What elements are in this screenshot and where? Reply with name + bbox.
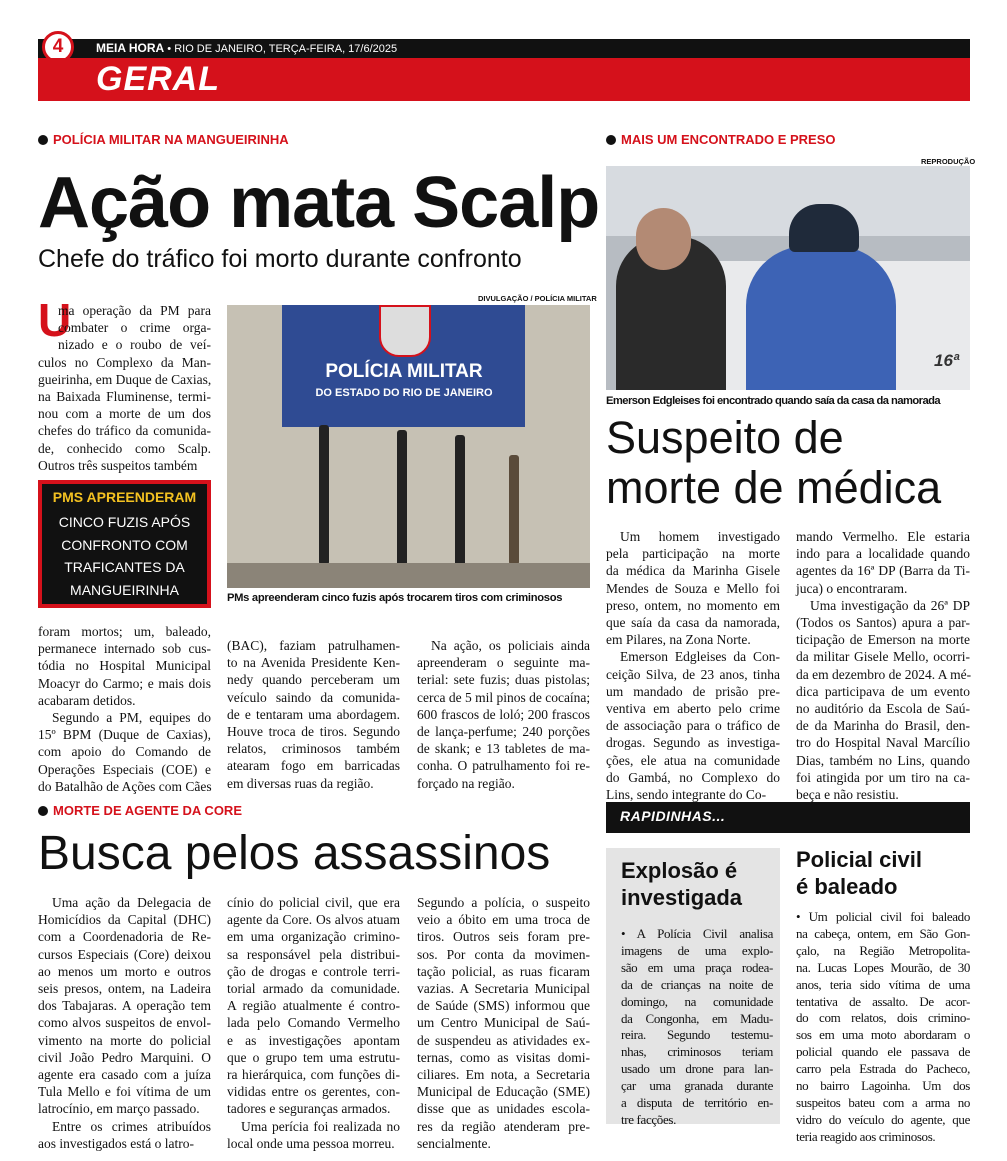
story2-photo-caption: Emerson Edgleises foi encontrado quando saía da casa da namorada: [606, 395, 941, 407]
text-line: ternas, como as visitas domi-: [417, 1049, 590, 1065]
text-line: lada pelo Comando Vermelho: [227, 1015, 400, 1031]
text-line: são em uma praça rodea-: [621, 959, 773, 975]
text-line: Entre os crimes atribuídos: [52, 1118, 211, 1134]
text-line: vazias. A Secretaria Municipal: [417, 981, 590, 997]
text-line: teria reagido aos criminosos.: [796, 1128, 936, 1144]
text-line: veículo saindo da comunida-: [227, 689, 400, 705]
text-line: Na ação, os policiais ainda: [431, 638, 590, 653]
text-line: de, conhecido como Scalp.: [38, 440, 211, 456]
photo-banner-text-1: POLÍCIA MILITAR: [325, 361, 483, 382]
text-line: acabaram detidos.: [38, 692, 136, 708]
text-line: na cabeça, ontem, em São Gon-: [796, 925, 970, 941]
story1-col1b: [38, 623, 211, 795]
text-line: torial armado da comunidade.: [227, 981, 400, 997]
text-line: dica participava de um evento: [796, 683, 970, 699]
text-line: Um homem investigado: [620, 529, 780, 544]
text-line: de da Marinha do Brasil, den-: [796, 718, 970, 734]
text-line: Houve troca de tiros. Segundo: [227, 724, 400, 740]
text-line: tódia no Hospital Municipal: [38, 658, 211, 674]
story2-headline: [606, 413, 941, 513]
text-line: ra hierárquica, com funções di-: [227, 1067, 400, 1083]
story2-kicker: [606, 132, 836, 147]
text-line: no auditório da Escola de Saú-: [796, 701, 970, 717]
section-title: GERAL: [96, 60, 220, 98]
text-line: sa responsável pela distribui-: [227, 946, 400, 962]
text-line: Lins, sendo integrante do Co-: [606, 787, 767, 803]
brief1-text: [621, 926, 773, 1129]
text-line: drogas. Segundo as investiga-: [606, 735, 780, 751]
text-line: aos investigados está o latro-: [38, 1135, 194, 1151]
text-line: Uma investigação da 26ª DP: [810, 597, 970, 613]
dropcap: U: [38, 294, 72, 346]
story2-kicker-text: MAIS UM ENCONTRADO E PRESO: [621, 132, 836, 147]
text-line: Outros três suspeitos também: [38, 457, 198, 473]
brief1-title-line-2: investigada: [621, 885, 743, 910]
text-line: gueirinha, em Duque de Caxias,: [38, 371, 212, 387]
text-line: da médica da Marinha Gisele: [606, 563, 780, 579]
text-line: tre facções.: [621, 1111, 676, 1127]
text-line: (BAC), faziam patrulhamen-: [227, 638, 400, 653]
text-line: anos, teria sido vítima de uma: [796, 976, 970, 992]
text-line: do Batalhão de Ações com Cães: [38, 778, 212, 794]
text-line: do com relatos, dois crimino-: [796, 1010, 970, 1026]
story3-col2: [227, 894, 400, 1152]
text-line: (Todos os Santos) apura a par-: [796, 615, 970, 631]
text-line: domingo, na comunidade: [621, 993, 773, 1009]
text-line: • A Polícia Civil analisa: [621, 926, 773, 941]
text-line: terial: sete fuzis; duas pistolas;: [417, 672, 590, 688]
story1-col1: [38, 302, 211, 474]
text-line: Emerson Edgleises da Con-: [620, 649, 780, 665]
text-line: sos. Por conta da movimen-: [417, 946, 590, 962]
text-line: res da região atenderam pre-: [417, 1118, 590, 1134]
text-line: de suspendeu as atividades ex-: [417, 1032, 590, 1048]
text-line: de e tentaram uma abordagem.: [227, 706, 400, 722]
text-line: usado um drone para lan-: [621, 1061, 773, 1077]
bullet-icon: [38, 806, 48, 816]
rifle-icon: [397, 430, 407, 570]
text-line: Tula Mello e foi vítima de um: [38, 1084, 211, 1100]
text-line: da militar Gisele Mello, ocorri-: [796, 649, 970, 665]
text-line: foi atingida por um tiro na ca-: [796, 769, 970, 785]
text-line: agente era casado com a juíza: [38, 1067, 211, 1083]
story1-col2: [227, 637, 400, 792]
pull-quote: [38, 480, 211, 608]
rifle-icon: [455, 435, 465, 570]
text-line: a disputa de território en-: [621, 1095, 773, 1111]
text-line: foram mortos; um, baleado,: [38, 624, 211, 639]
text-line: com a Coordenadoria de Re-: [38, 929, 211, 945]
text-line: civil João Pedro Marquini. O: [38, 1049, 211, 1065]
text-line: em diversas ruas da região.: [227, 775, 374, 791]
text-line: • Um policial civil foi baleado: [796, 909, 970, 924]
story3-col1: [38, 894, 211, 1152]
text-line: cursos Especiais (Core) deixou: [38, 946, 211, 962]
text-line: ma operação da PM para: [58, 303, 211, 318]
text-line: em Pilares, na Zona Norte.: [606, 632, 751, 648]
story2-photo-credit: REPRODUÇÃO: [921, 157, 976, 166]
text-line: Municipal de Educação (SME): [417, 1084, 590, 1100]
story1-photo: [227, 305, 590, 588]
text-line: da Congonha, em Madu-: [621, 1010, 773, 1026]
suspect-cap: [789, 204, 859, 252]
bullet-icon: [606, 135, 616, 145]
text-line: tro do Hospital Naval Marcílio: [796, 735, 970, 751]
rifle-icon: [509, 455, 519, 565]
text-line: imagens de uma explo-: [621, 942, 773, 958]
pull-quote-text: CINCO FUZIS APÓS CONFRONTO COM TRAFICANTES DA MANGUEIRINHA: [58, 514, 191, 598]
text-line: A região atualmente é contro-: [227, 998, 400, 1014]
brand-name: MEIA HORA: [96, 41, 165, 55]
text-line: atearam fogo em barricadas: [227, 758, 400, 774]
rapidinhas-label: RAPIDINHAS...: [620, 808, 726, 824]
text-line: relatos, criminosos também: [227, 741, 400, 757]
story3-kicker-text: MORTE DE AGENTE DA CORE: [53, 803, 242, 818]
text-line: preso, ontem, no momento em: [606, 597, 780, 613]
text-line: Segundo a polícia, o suspeito: [417, 895, 590, 910]
story2-photo: [606, 166, 970, 390]
text-line: nhas, criminosos teriam: [621, 1044, 773, 1060]
text-line: Homicídios da Capital (DHC): [38, 912, 211, 928]
text-line: de lança-perfume; 240 porções: [417, 724, 590, 740]
text-line: forçado na região.: [417, 775, 515, 791]
text-line: pela participação na morte: [606, 546, 780, 562]
rifle-icon: [319, 425, 329, 565]
text-line: ção de drogas e controle terri-: [227, 963, 400, 979]
text-line: de associação para o tráfico de: [606, 718, 780, 734]
text-line: ções, ele atua na comunidade: [606, 752, 780, 768]
photo-banner-text-2: DO ESTADO DO RIO DE JANEIRO: [315, 387, 493, 399]
text-line: indo para a localidade quando: [796, 546, 970, 562]
text-line: ventiva em aberto pelo crime: [606, 701, 780, 717]
brief2-title: [796, 846, 922, 900]
text-line: dos Tabajaras. A operação tem: [38, 998, 211, 1014]
text-line: cínio do policial civil, que era: [227, 895, 400, 910]
text-line: Uma perícia foi realizada no: [241, 1118, 400, 1134]
text-line: da em dezembro de 2024. A mé-: [796, 666, 972, 682]
text-line: Mendes de Souza e Mello foi: [606, 580, 780, 596]
text-line: tiros. Outros seis foram pre-: [417, 929, 590, 945]
story2-col1: [606, 528, 780, 803]
text-line: na Baixada Fluminense, termi-: [38, 389, 211, 405]
text-line: conha. O patrulhamento foi re-: [417, 758, 590, 774]
story1-subhead: Chefe do tráfico foi morto durante confronto: [38, 245, 522, 273]
text-line: da de crianças na noite de: [621, 976, 773, 992]
text-line: ciliares. Em nota, a Secretaria: [417, 1067, 590, 1083]
text-line: combater o crime orga-: [58, 320, 211, 336]
text-line: Operações Especiais (COE) e: [38, 761, 211, 777]
story1-col3: [417, 637, 590, 792]
text-line: com apoio do Comando de: [38, 744, 211, 760]
story2-headline-line-2: morte de médica: [606, 462, 942, 513]
story3-col3: [417, 894, 590, 1152]
text-line: to na Avenida Presidente Ken-: [227, 655, 400, 671]
text-line: tentativa de assalto. De acor-: [796, 993, 970, 1009]
text-line: agente da Core. Os alvos atuam: [227, 912, 400, 928]
text-line: mando Vermelho. Ele estaria: [796, 529, 970, 544]
text-line: tação policial, as ruas ficaram: [417, 963, 590, 979]
car-marking: 16ª: [934, 351, 960, 370]
text-line: tadores e seguranças armados.: [227, 1101, 391, 1117]
text-line: seis presos, ontem, na Ladeira: [38, 981, 211, 997]
text-line: 600 frascos de loló; 200 frascos: [417, 706, 590, 722]
text-line: nou com a morte de um dos: [38, 406, 211, 422]
brief2-title-line-2: é baleado: [796, 874, 898, 899]
text-line: beça e não resistiu.: [796, 787, 899, 803]
masthead-info: [96, 41, 397, 55]
text-line: sencialmente.: [417, 1135, 491, 1151]
text-line: policial quando ele passava de: [796, 1044, 970, 1060]
bullet-icon: [38, 135, 48, 145]
brief1-title: [621, 857, 742, 911]
text-line: um Centro Municipal de Saú-: [417, 1015, 590, 1031]
text-line: çar uma granada durante: [621, 1078, 773, 1094]
text-line: Uma ação da Delegacia de: [52, 895, 211, 910]
text-line: de skank; e 13 tabletes de ma-: [417, 741, 590, 757]
text-line: na. Lucas Lopes Mourão, de 30: [796, 959, 970, 975]
text-line: Segundo a PM, equipes do: [52, 710, 211, 726]
pull-quote-highlight: PMS APREENDERAM: [52, 489, 197, 505]
text-line: suspeitos bateu com a arma no: [796, 1094, 970, 1110]
text-line: vidro do veículo do agente, que: [796, 1111, 970, 1127]
story3-kicker: [38, 803, 242, 818]
text-line: permanece internado sob cus-: [38, 641, 211, 657]
text-line: cerca de 5 mil pinos de cocaína;: [417, 689, 591, 705]
text-line: que o grupo tem uma estrutu-: [227, 1049, 400, 1065]
text-line: sos em uma moto abordaram o: [796, 1027, 970, 1043]
story1-photo-credit: DIVULGAÇÃO / POLÍCIA MILITAR: [478, 294, 597, 303]
story1-photo-caption: PMs apreenderam cinco fuzis após trocarem tiros com criminosos: [227, 592, 563, 604]
text-line: vididas entre os gerentes, con-: [227, 1084, 400, 1100]
text-line: e as investigações apontam: [227, 1032, 400, 1048]
text-line: do Gambá, no Complexo do: [606, 769, 780, 785]
text-line: nizado e o roubo de veí-: [58, 337, 211, 353]
photo-floor: [227, 563, 590, 588]
text-line: reira. Segundo testemu-: [621, 1027, 773, 1043]
officer-face: [636, 208, 691, 270]
brief2-title-line-1: Policial civil: [796, 847, 922, 872]
text-line: no bairro Lagoinha. Um dos: [796, 1078, 970, 1094]
text-line: que saía da casa da namorada,: [606, 615, 780, 631]
text-line: culos no Complexo da Man-: [38, 354, 211, 370]
police-badge-icon: [379, 305, 431, 357]
story1-kicker: [38, 132, 289, 147]
text-line: apreenderam o seguinte ma-: [417, 655, 590, 671]
text-line: ticipação de Emerson na morte: [796, 632, 970, 648]
text-line: agentes da 16ª DP (Barra da Ti-: [796, 563, 970, 579]
story3-headline: Busca pelos assassinos: [38, 827, 551, 880]
page-number: 4: [42, 31, 74, 63]
brief1-title-line-1: Explosão é: [621, 858, 738, 883]
text-line: Dias, também no Lins, quando: [796, 752, 970, 768]
edition-date: • RIO DE JANEIRO, TERÇA-FEIRA, 17/6/2025: [164, 43, 398, 55]
text-line: ao menos um morto e outros: [38, 963, 211, 979]
story1-headline: Ação mata Scalp: [38, 163, 600, 243]
text-line: latrocínio, em março passado.: [38, 1101, 200, 1117]
text-line: juca) o encontraram.: [796, 580, 908, 596]
text-line: chefes do tráfico da comunida-: [38, 423, 211, 439]
text-line: veio a óbito em uma troca de: [417, 912, 590, 928]
text-line: local onde uma pessoa morreu.: [227, 1135, 395, 1151]
brief2-text: [796, 909, 970, 1146]
story2-headline-line-1: Suspeito de: [606, 412, 844, 463]
text-line: Moacyr do Carmo; e mais dois: [38, 675, 211, 691]
text-line: em uma organização crimino-: [227, 929, 400, 945]
text-line: um mandado de prisão pre-: [606, 683, 780, 699]
text-line: de Saúde (SMS) informou que: [417, 998, 590, 1014]
text-line: disse que as unidades escola-: [417, 1101, 590, 1117]
suspect-jacket: [746, 246, 896, 390]
text-line: carro pela Estrada do Pacheco,: [796, 1061, 970, 1077]
text-line: ceição Silva, de 23 anos, tinha: [606, 666, 780, 682]
story2-col2: [796, 528, 970, 803]
text-line: nedy quando perceberam um: [227, 672, 400, 688]
text-line: 15º BPM (Duque de Caxias),: [38, 727, 211, 743]
text-line: çalo, na Região Metropolita-: [796, 942, 970, 958]
text-line: como alvos suspeitos de envol-: [38, 1015, 211, 1031]
text-line: vimento na morte do policial: [38, 1032, 211, 1048]
story1-kicker-text: POLÍCIA MILITAR NA MANGUEIRINHA: [53, 132, 289, 147]
